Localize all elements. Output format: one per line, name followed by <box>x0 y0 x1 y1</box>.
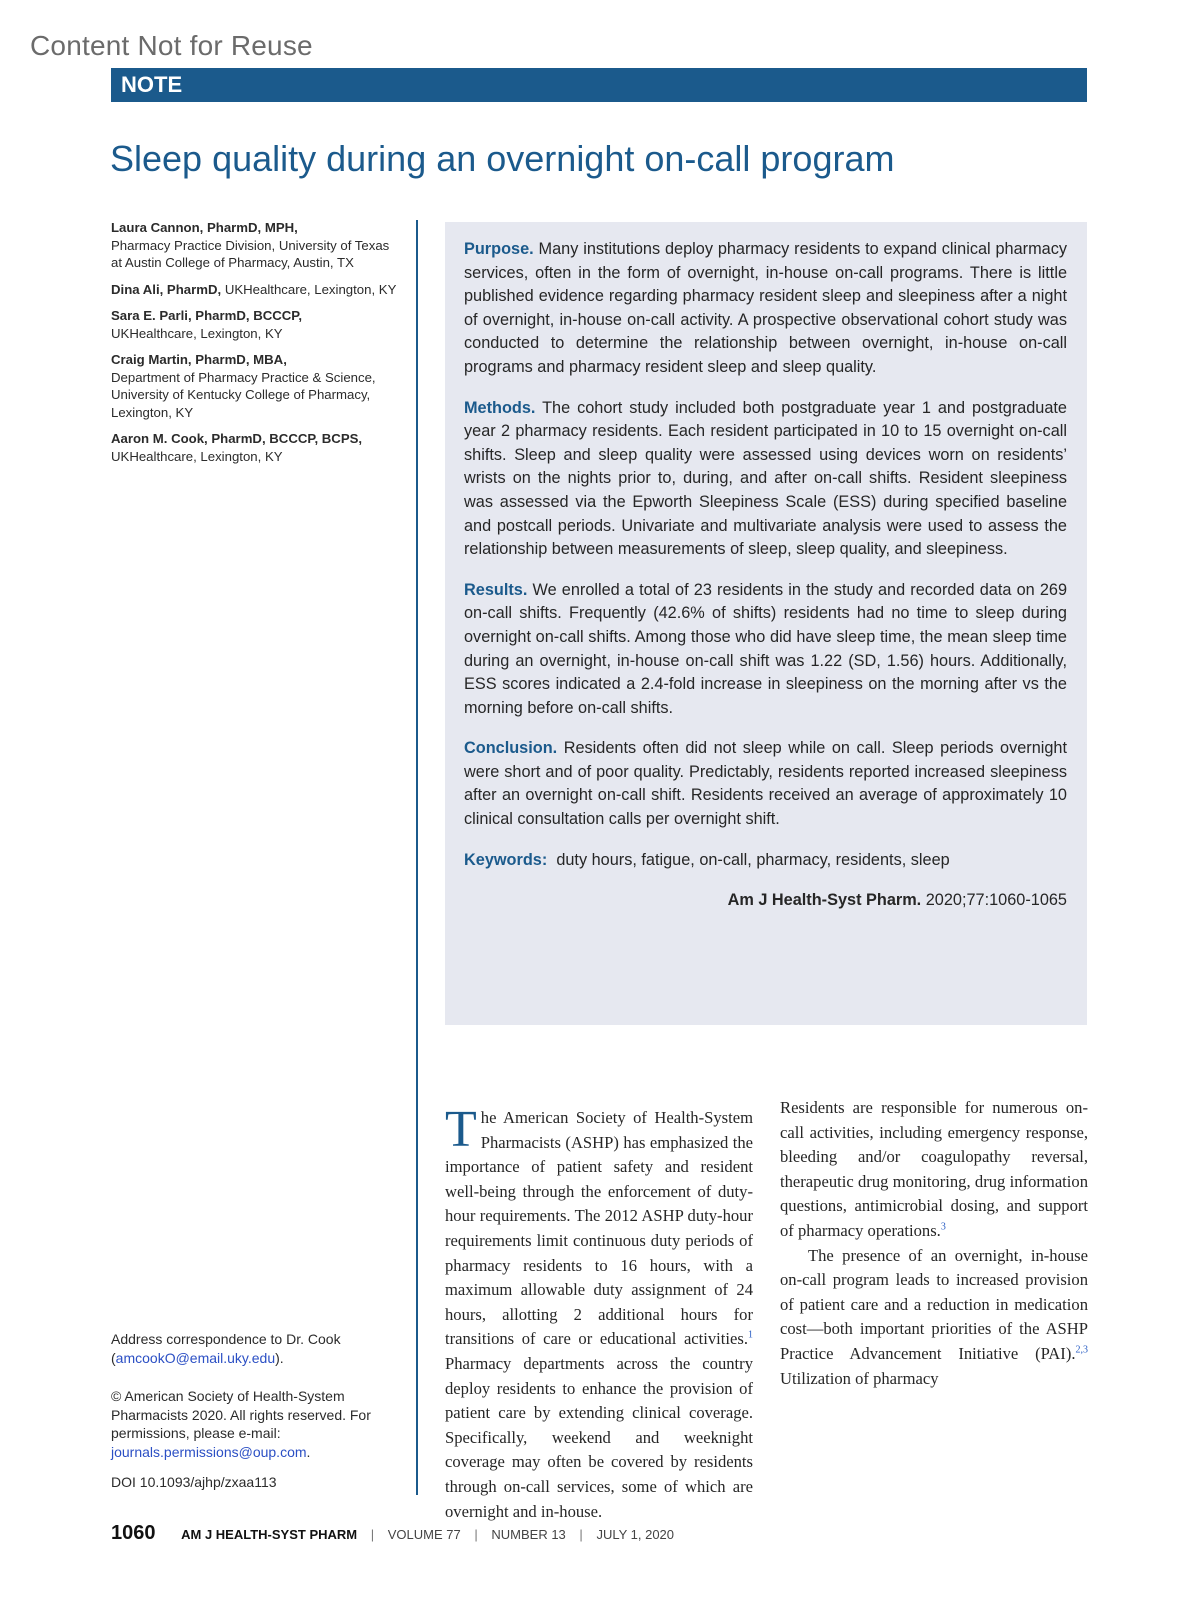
author-name: Laura Cannon, PharmD, MPH, <box>111 220 298 235</box>
footer-number: NUMBER 13 <box>491 1527 566 1542</box>
citation-journal: Am J Health-Syst Pharm. <box>727 891 922 910</box>
conclusion-text: Residents often did not sleep while on call. Sleep periods overnight were short and of poor quality. Predictably, residents reported increased sleepiness after an overnight on-call shift. Residents received an average of approximately 10 clinical consultation calls per overnight shift. <box>464 739 1067 829</box>
author-affiliation: UKHealthcare, Lexington, KY <box>224 281 397 297</box>
copyright-note <box>111 1387 401 1461</box>
keywords-text: duty hours, fatigue, on-call, pharmacy, residents, sleep <box>556 850 950 869</box>
body-text: The presence of an overnight, in-house on-call program leads to increased provision of patient care and a reduction in medication cost—both important priorities of the ASHP Practice Advancement Initiative (PAI). <box>780 1245 1088 1363</box>
author-name: Aaron M. Cook, PharmD, BCCCP, BCPS, <box>111 431 363 446</box>
article-title: Sleep quality during an overnight on-call program <box>110 138 895 179</box>
purpose-text: Many institutions deploy pharmacy residents to expand clinical pharmacy services, often in the form of overnight, in-house on-call programs. There is little published evidence regarding pharmacy resident sleep and sleepiness after a night of overnight, in-house on-call activity. A prospective observational cohort study was conducted to determine the relationship between overnight, in-house on-call programs and pharmacy resident sleep and sleep quality. <box>464 240 1067 376</box>
body-text: Utilization of pharmacy <box>780 1368 939 1388</box>
body-column-1 <box>445 1101 753 1524</box>
author-name: Dina Ali, PharmD, <box>111 281 222 297</box>
page-footer <box>111 1522 674 1545</box>
body-paragraph <box>780 1096 1088 1244</box>
purpose-label: Purpose. <box>464 240 534 258</box>
author-list <box>111 219 401 474</box>
reference-link[interactable]: 1 <box>748 1329 753 1341</box>
abstract-keywords <box>464 849 1067 873</box>
section-label-bar: NOTE <box>111 68 1087 102</box>
body-text: Pharmacy departments across the country deploy residents to enhance the provision of patient care by extending clinical coverage. Specifically, weekend and weeknight coverage may often be covered by residents through on-call services, some of which are overnight and in-house. <box>445 1353 753 1521</box>
page-number: 1060 <box>111 1522 156 1544</box>
reference-link[interactable]: 3 <box>940 1221 946 1233</box>
citation-ref: 2020;77:1060-1065 <box>925 891 1067 910</box>
results-label: Results. <box>464 580 528 599</box>
body-paragraph <box>445 1101 753 1524</box>
footer-separator: | <box>370 1527 375 1542</box>
body-paragraph <box>780 1244 1088 1392</box>
doi: DOI 10.1093/ajhp/zxaa113 <box>111 1474 277 1490</box>
column-divider <box>416 220 418 1495</box>
author-entry <box>111 281 401 299</box>
methods-label: Methods. <box>464 398 536 417</box>
correspondence-note <box>111 1330 401 1367</box>
abstract-box <box>445 222 1087 1025</box>
abstract-conclusion <box>464 737 1067 831</box>
body-text: Residents are responsible for numerous on-call activities, including emergency response, bleeding and/or coagulopathy reversal, therapeutic drug monitoring, drug information questions, antimicrobial dosing, and support of pharmacy operations. <box>780 1098 1088 1240</box>
drop-cap: T <box>445 1101 477 1158</box>
footer-separator: | <box>579 1527 583 1542</box>
results-text: We enrolled a total of 23 residents in the study and recorded data on 269 on-call shifts. Frequently (42.6% of shifts) residents had no time to sleep during overnight on-call shifts. Among those who did have sleep time, the mean sleep time during an overnight, in-house on-call shift was 1.22 (SD, 1.56) hours. Additionally, ESS scores indicated a 2.4-fold increase in sleepiness on the morning after vs the morning before on-call shifts. <box>464 580 1067 717</box>
correspondence-text: Address correspondence to Dr. Cook ( <box>111 1331 341 1366</box>
citation <box>464 889 1067 913</box>
correspondence-email-link[interactable]: amcookO@email.uky.edu <box>115 1349 276 1366</box>
author-affiliation: Department of Pharmacy Practice & Science, University of Kentucky College of Pharmacy, Lexington, KY <box>111 369 376 420</box>
author-name: Craig Martin, PharmD, MBA, <box>111 352 287 367</box>
abstract-results <box>464 579 1067 721</box>
correspondence-close: ). <box>275 1349 284 1366</box>
footer-separator: | <box>474 1527 478 1542</box>
footer-date: JULY 1, 2020 <box>596 1527 675 1542</box>
copyright-close: . <box>306 1443 311 1460</box>
footer-volume: VOLUME 77 <box>387 1527 461 1542</box>
author-entry <box>111 307 401 342</box>
methods-text: The cohort study included both postgraduate year 1 and postgraduate year 2 pharmacy residents. Each resident participated in 10 to 15 overnight on-call shifts. Sleep and sleep quality were assessed using devices worn on residents’ wrists on the nights prior to, during, and after on-call shifts. Resident sleepiness was assessed via the Epworth Sleepiness Scale (ESS) during specified baseline and postcall periods. Univariate and multivariate analysis were used to assess the relationship between measurements of sleep, sleep quality, and sleepiness. <box>464 398 1067 559</box>
abstract-methods <box>464 397 1067 562</box>
permissions-email-link[interactable]: journals.permissions@oup.com <box>111 1443 307 1460</box>
body-column-2 <box>780 1096 1088 1391</box>
copyright-text: © American Society of Health-System Pharmacists 2020. All rights reserved. For permissions, please e-mail: <box>111 1388 371 1441</box>
author-affiliation: Pharmacy Practice Division, University of Texas at Austin College of Pharmacy, Austin, TX <box>111 237 390 270</box>
abstract-purpose <box>464 238 1067 380</box>
footer-journal: AM J HEALTH-SYST PHARM <box>181 1527 358 1542</box>
author-entry <box>111 219 401 272</box>
watermark: Content Not for Reuse <box>30 30 313 61</box>
conclusion-label: Conclusion. <box>464 739 558 758</box>
keywords-label: Keywords: <box>464 850 548 869</box>
reference-link[interactable]: 2,3 <box>1075 1344 1088 1356</box>
author-name: Sara E. Parli, PharmD, BCCCP, <box>111 308 303 323</box>
author-affiliation: UKHealthcare, Lexington, KY <box>111 448 283 464</box>
author-entry <box>111 430 401 465</box>
author-affiliation: UKHealthcare, Lexington, KY <box>111 325 283 341</box>
author-entry <box>111 351 401 421</box>
body-text: he American Society of Health-System Pharmacists (ASHP) has emphasized the importance of patient safety and resident well-being through the enforcement of duty-hour requirements. The 2012 ASHP duty-hour requirements limit continuous duty periods of pharmacy residents to 16 hours, with a maximum allowable duty assignment of 24 hours, allotting 2 additional hours for transitions of care or educational activities. <box>445 1108 753 1349</box>
